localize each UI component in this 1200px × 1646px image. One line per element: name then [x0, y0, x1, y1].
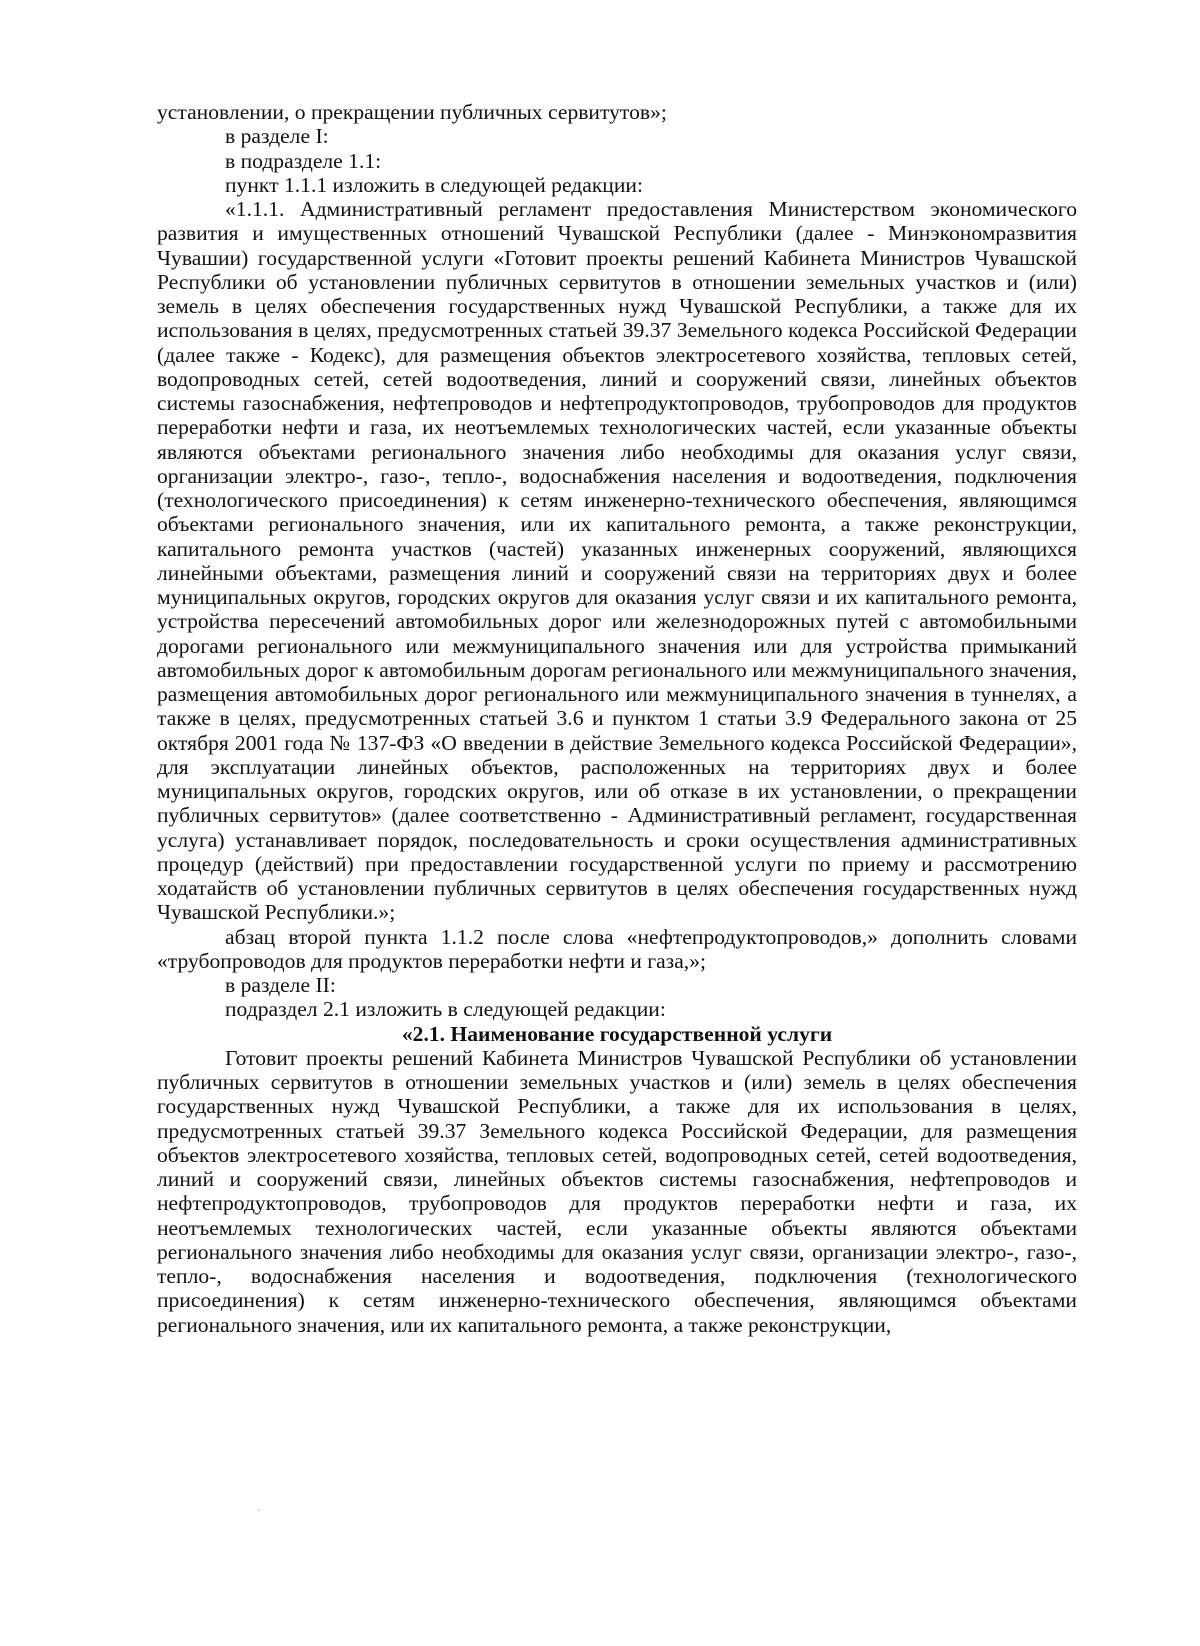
paragraph-subsection-2-1-intro: подраздел 2.1 изложить в следующей редакции:: [225, 997, 666, 1022]
paragraph-section-ii: в разделе II:: [225, 973, 336, 997]
scan-speck: [258, 1510, 260, 1511]
paragraph-subsection-1-1: в подразделе 1.1:: [225, 148, 382, 173]
paragraph-service-name: Готовит проекты решений Кабинета Министров Чувашской Республики об установлении публичных сервитутов в отношении земельных участков и (или) земель в целях обеспечения государственных нужд Чувашской Республики, а также для их использования в целях, предусмотренных статьей 39.37 Земельного кодекса Российской Федерации, для размещения объектов электросетевого хозяйства, тепловых сетей, водопроводных сетей, сетей водоотведения, линий и сооружений связи, линейных объектов системы газоснабжения, нефтепроводов и нефтепродуктопроводов, трубопроводов для продуктов переработки нефти и газа, их неотъемлемых технологических частей, если указанные объекты являются объектами регионального значения либо необходимы для оказания услуг связи, организации электро-, газо-, тепло-, водоснабжения населения и водоотведения, подключения (технологического присоединения) к сетям инженерно-технического обеспечения, являющимся объектами регионального значения, или их капитального ремонта, а также реконструкции,: [157, 1045, 1077, 1337]
document-body: [157, 100, 1077, 1337]
paragraph-continuation: установлении, о прекращении публичных сервитутов»;: [157, 100, 667, 124]
paragraph-point-1-1-2: абзац второй пункта 1.1.2 после слова «нефтепродуктопроводов,» дополнить словами «трубопроводов для продуктов переработки нефти и газа,»;: [157, 924, 1077, 973]
paragraph-section-i: в разделе I:: [225, 124, 329, 149]
paragraph-point-1-1-1-intro: пункт 1.1.1 изложить в следующей редакции:: [225, 172, 643, 197]
section-heading-2-1: «2.1. Наименование государственной услуги: [401, 1021, 833, 1046]
paragraph-point-1-1-1-text: «1.1.1. Административный регламент предоставления Министерством экономического развития и имущественных отношений Чувашской Республики (далее - Минэкономразвития Чувашии) государственной услуги «Готовит проекты решений Кабинета Министров Чувашской Республики об установлении публичных сервитутов в отношении земельных участков и (или) земель в целях обеспечения государственных нужд Чувашской Республики, а также для их использования в целях, предусмотренных статьей 39.37 Земельного кодекса Российской Федерации (далее также - Кодекс), для размещения объектов электросетевого хозяйства, тепловых сетей, водопроводных сетей, сетей водоотведения, линий и сооружений связи, линейных объектов системы газоснабжения, нефтепроводов и нефтепродуктопроводов, трубопроводов для продуктов переработки нефти и газа, их неотъемлемых технологических частей, если указанные объекты являются объектами регионального значения либо необходимы для оказания услуг связи, организации электро-, газо-, тепло-, водоснабжения населения и водоотведения, подключения (технологического присоединения) к сетям инженерно-технического обеспечения, являющимся объектами регионального значения, или их капитального ремонта, а также реконструкции, капитального ремонта участков (частей) указанных инженерных сооружений, являющихся линейными объектами, размещения линий и сооружений связи на территориях двух и более муниципальных округов, городских округов для оказания услуг связи и их капитального ремонта, устройства пересечений автомобильных дорог или железнодорожных путей с автомобильными дорогами регионального или межмуниципального значения или для устройства примыканий автомобильных дорог к автомобильным дорогам регионального или межмуниципального значения, размещения автомобильных дорог регионального или межмуниципального значения в туннелях, а также в целях, предусмотренных статьей 3.6 и пунктом 1 статьи 3.9 Федерального закона от 25 октября 2001 года № 137-ФЗ «О введении в действие Земельного кодекса Российской Федерации», для эксплуатации линейных объектов, расположенных на территориях двух и более муниципальных округов, городских округов, или об отказе в их установлении, о прекращении публичных сервитутов» (далее соответственно - Административный регламент, государственная услуга) устанавливает порядок, последовательность и сроки осуществления административных процедур (действий) при предоставлении государственной услуги по приему и рассмотрению ходатайств об установлении публичных сервитутов в целях обеспечения государственных нужд Чувашской Республики.»;: [157, 197, 1077, 925]
